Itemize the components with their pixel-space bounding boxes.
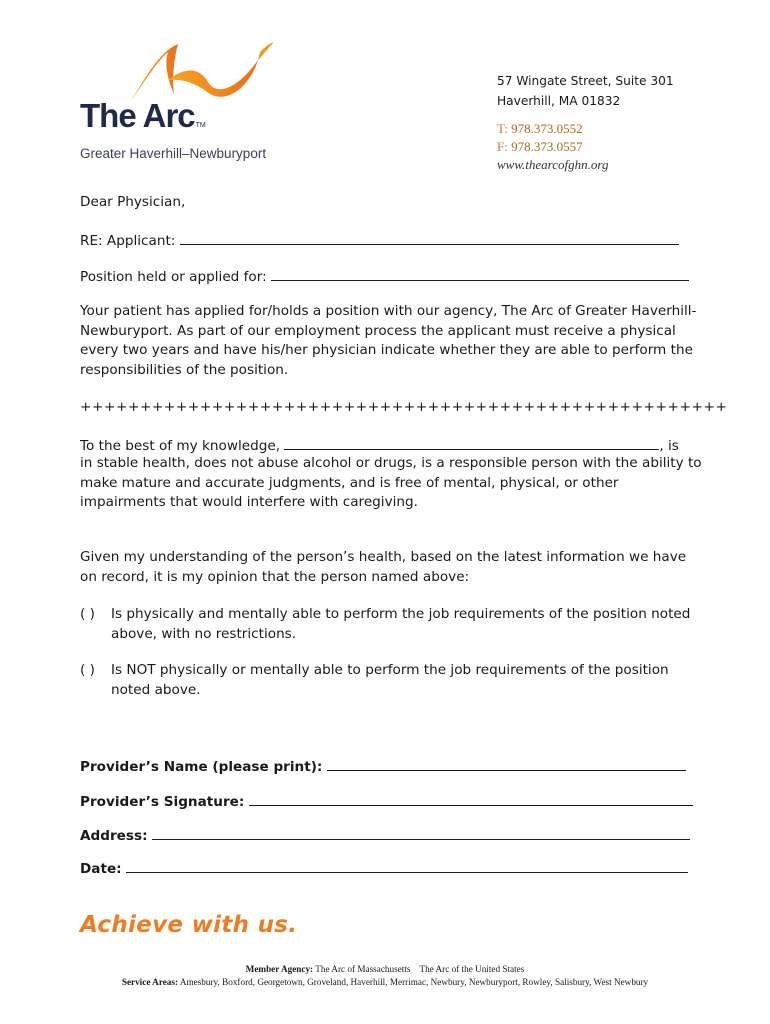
applicant-field[interactable] [180, 230, 679, 245]
option1-text: Is physically and mentally able to perform the job requirements of the position noted above, with no restrictions. [111, 606, 691, 642]
option2-checkbox[interactable]: ( ) [80, 662, 95, 678]
option2-text: Is NOT physically or mentally able to perform the job requirements of the position noted above. [111, 662, 669, 698]
phone-line [497, 121, 583, 137]
fax-label: F: [497, 139, 508, 154]
position-label: Position held or applied for: [80, 269, 267, 285]
provider-signature-label: Provider’s Signature: [80, 794, 245, 810]
provider-signature-field[interactable] [249, 791, 693, 806]
address-street: 57 Wingate Street, Suite 301 [497, 74, 674, 88]
provider-address-row [80, 825, 700, 847]
phone-label: T: [497, 121, 508, 136]
position-row [80, 266, 700, 288]
member-label: Member Agency: [245, 964, 314, 974]
provider-date-row [80, 858, 700, 880]
salutation: Dear Physician, [80, 194, 186, 210]
divider: ++++++++++++++++++++++++++++++++++++++++++++++++++++++ [80, 399, 728, 415]
footer-member [0, 964, 770, 974]
option1-checkbox[interactable]: ( ) [80, 606, 95, 622]
knowledge-paragraph: in stable health, does not abuse alcohol or drugs, is a responsible person with the ability to make mature and accurate judgments, and is free of mental, physical, or other impairments that would interfere with caregiving. [80, 455, 702, 510]
tagline: Achieve with us. [80, 912, 298, 938]
provider-date-label: Date: [80, 861, 122, 877]
intro-paragraph: Your patient has applied for/holds a position with our agency, The Arc of Greater Haverhill-Newburyport. As part of our employment process the applicant must receive a physical every two years and have his/her physician indicate whether they are able to perform the responsibilities of the position. [80, 303, 697, 378]
patient-name-field[interactable] [284, 435, 659, 450]
footer-service [0, 977, 770, 987]
provider-address-label: Address: [80, 828, 148, 844]
fax-line [497, 139, 583, 155]
logo-trademark: TM [195, 122, 206, 129]
provider-signature-row [80, 791, 700, 813]
position-field[interactable] [271, 266, 689, 281]
service-label: Service Areas: [121, 977, 179, 987]
knowledge-label: To the best of my knowledge, [80, 438, 281, 454]
service-text: Amesbury, Boxford, Georgetown, Groveland, Haverhill, Merrimac, Newbury, Newburyport, Rowley, Salisbury, West Newbury [179, 977, 649, 987]
member-text: The Arc of Massachusetts The Arc of the United States [315, 964, 525, 974]
provider-name-label: Provider’s Name (please print): [80, 759, 323, 775]
knowledge-is: , is [659, 438, 679, 454]
address-city: Haverhill, MA 01832 [497, 94, 621, 108]
logo-subtitle: Greater Haverhill–Newburyport [80, 146, 267, 161]
website-link[interactable]: www.thearcofghn.org [497, 157, 609, 172]
phone-number: 978.373.0552 [511, 121, 583, 136]
provider-name-row [80, 756, 700, 778]
applicant-row [80, 230, 700, 252]
fax-number: 978.373.0557 [511, 139, 583, 154]
logo-wordmark: The ArcTM [80, 97, 206, 134]
opinion-paragraph: Given my understanding of the person’s health, based on the latest information we have on record, it is my opinion that the person named above: [80, 549, 687, 585]
applicant-label: RE: Applicant: [80, 233, 176, 249]
provider-name-field[interactable] [327, 756, 686, 771]
provider-date-field[interactable] [126, 858, 688, 873]
provider-address-field[interactable] [152, 825, 690, 840]
